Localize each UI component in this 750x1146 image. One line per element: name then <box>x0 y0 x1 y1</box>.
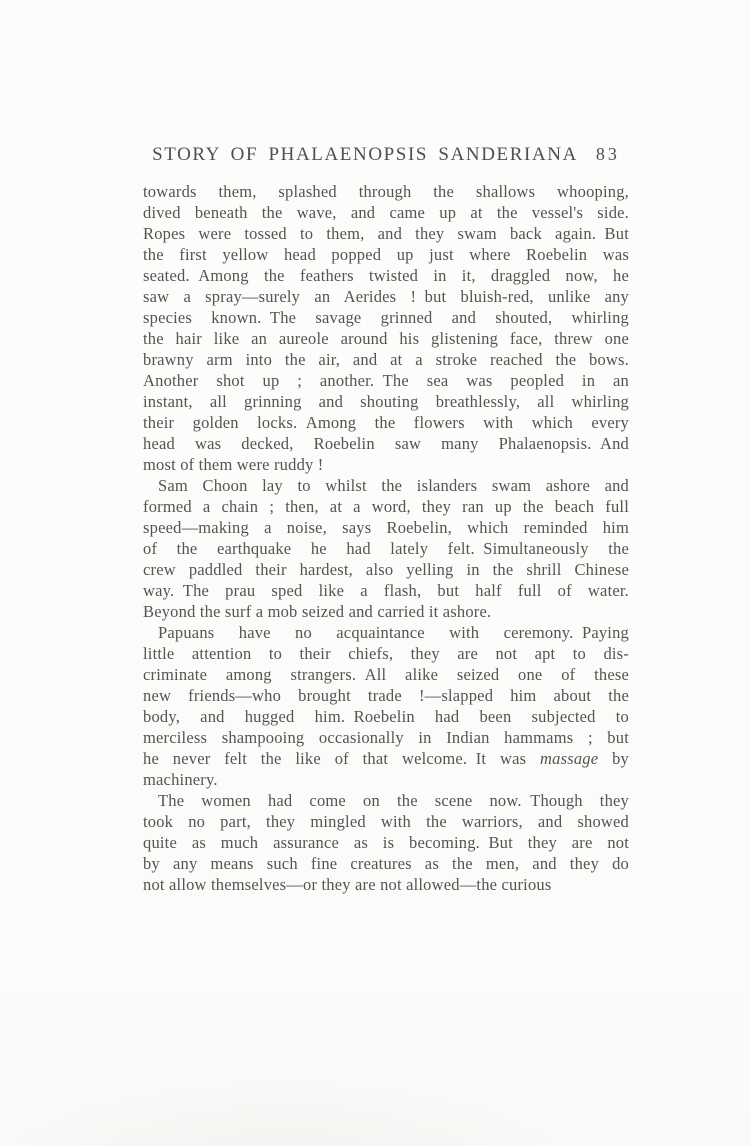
paragraph <box>143 790 629 895</box>
text-line: brawny arm into the air, and at a stroke reached the bows. <box>143 350 629 369</box>
text-line: towards them, splashed through the shallows whooping, <box>143 182 629 201</box>
text-line: saw a spray—surely an Aerides ! but bluish-red, unlike any <box>143 287 629 306</box>
text-line: by any means such fine creatures as the men, and they do <box>143 854 629 873</box>
paragraph <box>143 622 629 790</box>
text-line: took no part, they mingled with the warriors, and showed <box>143 812 629 831</box>
paragraph <box>143 475 629 622</box>
text-line: Ropes were tossed to them, and they swam back again. But <box>143 224 629 243</box>
text-line: not allow themselves—or they are not allowed—the curious <box>143 875 552 894</box>
text-line: the first yellow head popped up just where Roebelin was <box>143 245 629 264</box>
text-line: speed—making a noise, says Roebelin, which reminded him <box>143 518 629 537</box>
page-body <box>143 181 629 895</box>
text-line: the hair like an aureole around his glistening face, threw one <box>143 329 629 348</box>
text-line: The women had come on the scene now. Though they <box>158 791 629 810</box>
text-line: Another shot up ; another. The sea was peopled in an <box>143 371 629 390</box>
text-line: criminate among strangers. All alike seized one of these <box>143 665 629 684</box>
text-line: he never felt the like of that welcome. It was massage by <box>143 749 629 768</box>
paragraph <box>143 181 629 475</box>
text-line: way. The prau sped like a flash, but half full of water. <box>143 581 629 600</box>
text-line: instant, all grinning and shouting breathlessly, all whirling <box>143 392 629 411</box>
text-line: merciless shampooing occasionally in Indian hammams ; but <box>143 728 629 747</box>
text-line: their golden locks. Among the flowers with which every <box>143 413 629 432</box>
text-line: little attention to their chiefs, they are not apt to dis- <box>143 644 629 663</box>
text-line: head was decked, Roebelin saw many Phalaenopsis. And <box>143 434 629 453</box>
text-line: crew paddled their hardest, also yelling in the shrill Chinese <box>143 560 629 579</box>
text-line: Papuans have no acquaintance with ceremony. Paying <box>158 623 629 642</box>
text-line: quite as much assurance as is becoming. But they are not <box>143 833 629 852</box>
text-line: new friends—who brought trade !—slapped him about the <box>143 686 629 705</box>
text-line: seated. Among the feathers twisted in it, draggled now, he <box>143 266 629 285</box>
running-title: STORY OF PHALAENOPSIS SANDERIANA <box>152 144 578 165</box>
page-header <box>143 144 629 166</box>
text-line: machinery. <box>143 770 218 789</box>
text-line: Sam Choon lay to whilst the islanders swam ashore and <box>158 476 629 495</box>
text-line: body, and hugged him. Roebelin had been subjected to <box>143 707 629 726</box>
text-line: most of them were ruddy ! <box>143 455 324 474</box>
text-line: species known. The savage grinned and shouted, whirling <box>143 308 629 327</box>
text-line: dived beneath the wave, and came up at the vessel's side. <box>143 203 629 222</box>
text-line: of the earthquake he had lately felt. Simultaneously the <box>143 539 629 558</box>
text-line: Beyond the surf a mob seized and carried it ashore. <box>143 602 492 621</box>
text-line: formed a chain ; then, at a word, they ran up the beach full <box>143 497 629 516</box>
page-number: 83 <box>595 144 620 164</box>
